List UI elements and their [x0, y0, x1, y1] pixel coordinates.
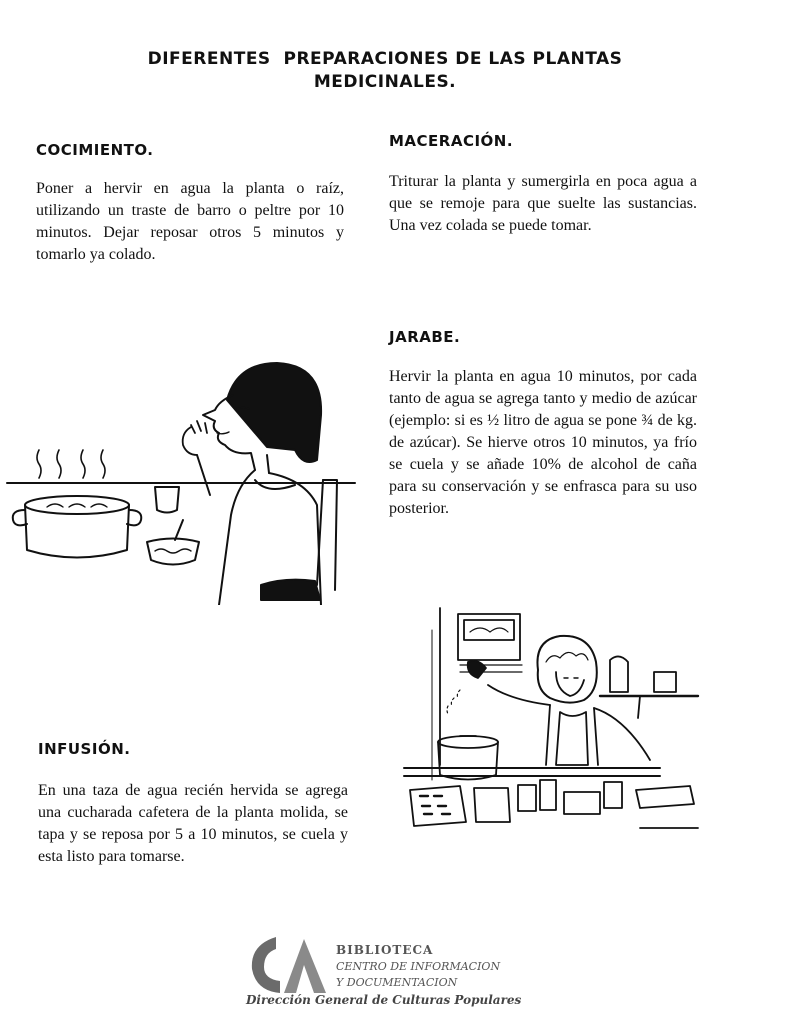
- text-infusion: En una taza de agua recién hervida se agrega una cucharada cafetera de la planta molida, se tapa y se reposa por 5 a 10 minutos, se cuela y esta listo para tomarse.: [38, 782, 348, 865]
- page-title: [60, 48, 710, 94]
- text-jarabe: Hervir la planta en agua 10 minutos, por cada tanto de agua se agrega tanto y medio de azúcar (ejemplo: si es ½ litro de agua se pone ¾ de kg. de azúcar). Se hierve otros 10 minutos, ya frío se cuela y se añade 10% de alcohol de caña para su conservación y se enfrasca para su uso posterior.: [389, 368, 697, 517]
- heading-jarabe: JARABE.: [389, 328, 461, 346]
- heading-maceracion: MACERACIÓN.: [389, 132, 514, 150]
- text-maceracion: Triturar la planta y sumergirla en poca agua a que se remoje para que suelte las sustancias. Una vez colada se puede tomar.: [389, 173, 697, 234]
- stamp-line-biblioteca: BIBLIOTECA: [336, 943, 434, 957]
- heading-infusion: INFUSIÓN.: [38, 740, 131, 758]
- library-logo-icon: [246, 935, 330, 997]
- heading-cocimiento: COCIMIENTO.: [36, 141, 154, 159]
- text-cocimiento: Poner a hervir en agua la planta o raíz, utilizando un traste de barro o peltre por 10 minutos. Dejar reposar otros 5 minutos y tomarlo ya colado.: [36, 180, 344, 263]
- page-title-line1: DIFERENTES PREPARACIONES DE LAS PLANTAS: [147, 49, 623, 69]
- illustration-woman-in-kitchen: [400, 600, 700, 840]
- stamp-line-direccion: Dirección General de Culturas Populares: [246, 993, 522, 1007]
- library-stamp: [242, 935, 522, 1020]
- page-title-line2: MEDICINALES.: [313, 72, 457, 92]
- stamp-line-centro: CENTRO DE INFORMACION: [336, 960, 501, 973]
- stamp-line-documentacion: Y DOCUMENTACION: [336, 976, 458, 989]
- illustration-woman-cooking-pot: [5, 355, 360, 605]
